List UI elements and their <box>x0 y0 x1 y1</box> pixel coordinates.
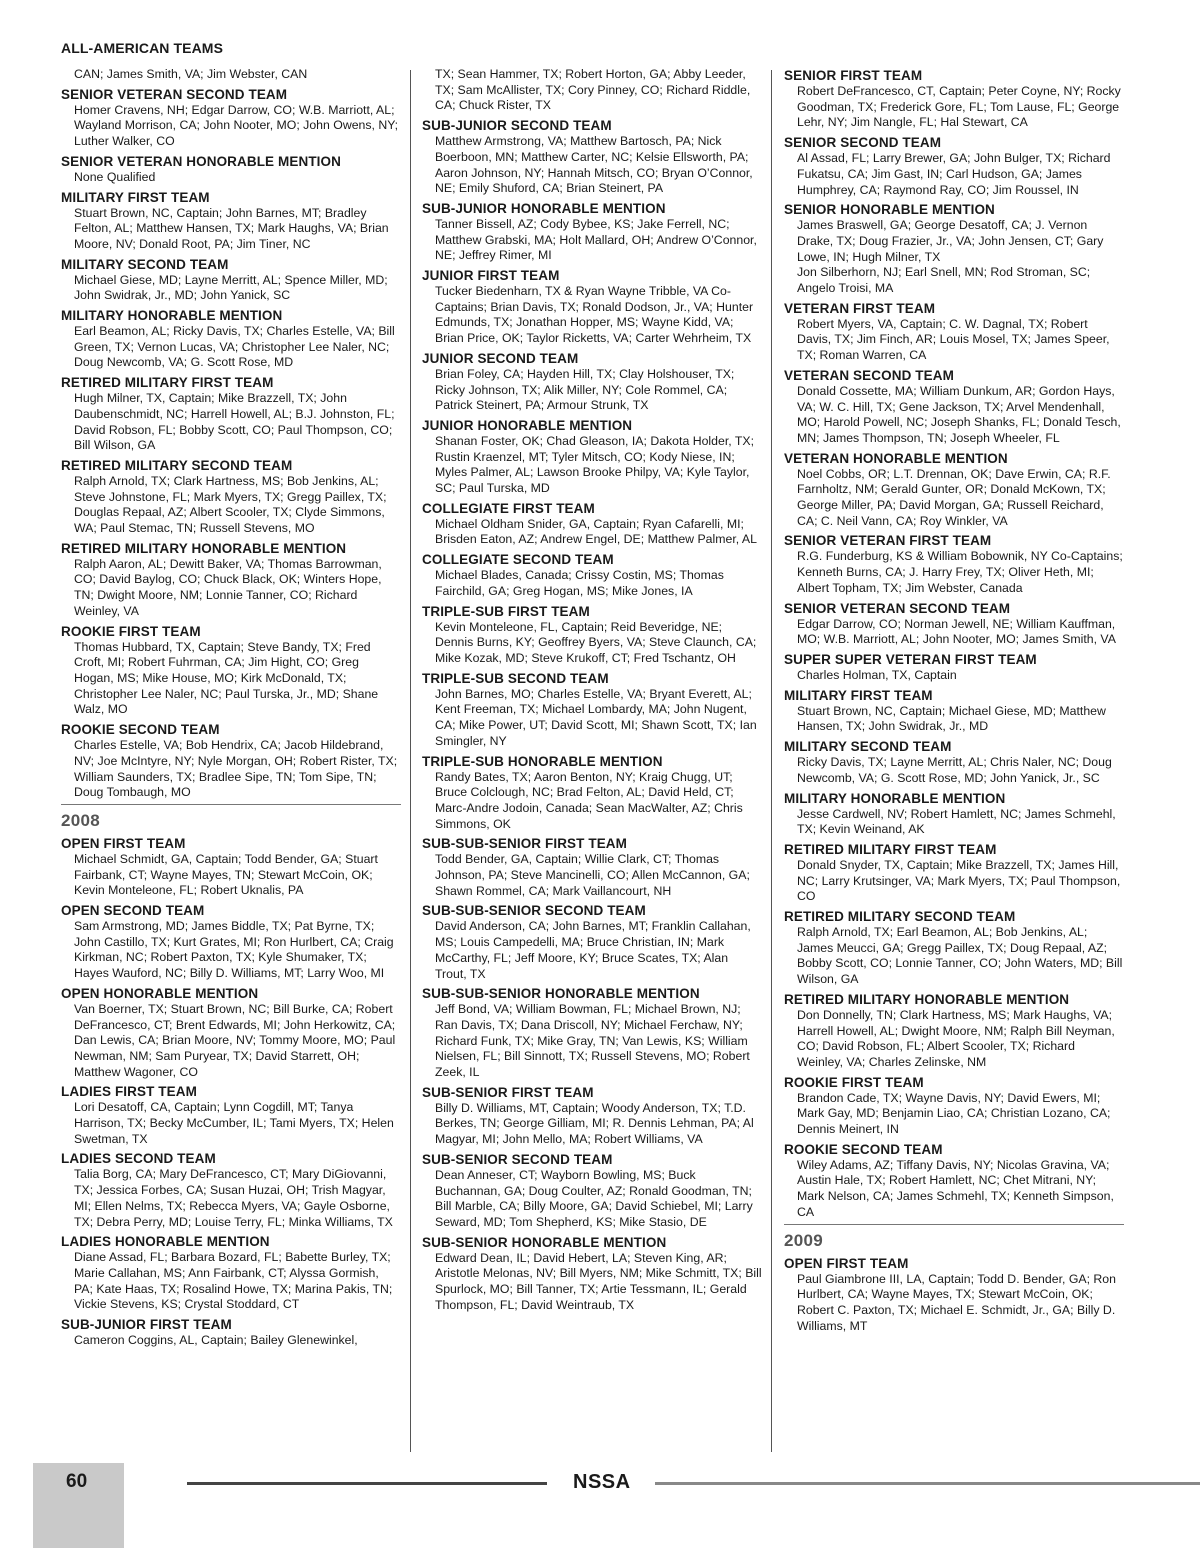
team-members: Shanan Foster, OK; Chad Gleason, IA; Dakota Holder, TX; Rustin Kraenzel, MT; Tyler Mitsch, CO; Kody Niese, IN; Myles Palmer, AL; Lawson Brooke Philpy, VA; Kyle Taylor, SC; Paul Turska, MD <box>435 433 754 496</box>
team-members: Diane Assad, FL; Barbara Bozard, FL; Babette Burley, TX; Marie Callahan, MS; Ann Fairbank, CT; Alyssa Gormish, PA; Kate Haas, TX; Rosalind Howe, TX; Marina Pakis, TN; Vickie Stevens, KS; Crystal Stoddard, CT <box>74 1250 393 1312</box>
team-heading: MILITARY HONORABLE MENTION <box>61 308 283 324</box>
team-members: Edgar Darrow, CO; Norman Jewell, NE; William Kauffman, MO; W.B. Marriott, AL; John Nooter, MO; James Smith, VA <box>797 616 1116 647</box>
team-heading: ROOKIE SECOND TEAM <box>784 1141 943 1157</box>
team-members: None Qualified <box>74 169 156 184</box>
team-heading: TRIPLE-SUB FIRST TEAM <box>422 603 590 619</box>
team-members: Tanner Bissell, AZ; Cody Bybee, KS; Jake Ferrell, NC; Matthew Grabski, MA; Holt Mallard, OH; Andrew O’Connor, NE; Jeffrey Rimer, MI <box>435 216 757 263</box>
page-number: 60 <box>66 1471 88 1492</box>
team-heading: JUNIOR HONORABLE MENTION <box>422 417 633 433</box>
team-heading: SENIOR VETERAN HONORABLE MENTION <box>61 153 341 169</box>
team-section <box>784 1255 1124 1335</box>
year-heading: 2009 <box>784 1230 824 1250</box>
team-members: Kevin Monteleone, FL, Captain; Reid Beveridge, NE; Dennis Burns, KY; Geoffrey Byers, VA; Steve Claunch, CA; Mike Kozak, MD; Steve Krukoff, CT; Fred Tschantz, OH <box>435 619 757 665</box>
team-heading: SUB-SUB-SENIOR SECOND TEAM <box>422 903 646 919</box>
team-section <box>61 307 401 371</box>
team-section <box>784 991 1124 1071</box>
team-section <box>61 721 401 801</box>
team-members: Stuart Brown, NC, Captain; John Barnes, MT; Bradley Felton, AL; Matthew Hansen, TX; Mark Haughs, VA; Brian Moore, NV; Donald Root, PA; Jim Tiner, NC <box>74 205 389 251</box>
team-heading: LADIES HONORABLE MENTION <box>61 1234 270 1250</box>
column-3 <box>784 67 1124 1337</box>
team-members: Ricky Davis, TX; Layne Merritt, AL; Chris Naler, NC; Doug Newcomb, VA; G. Scott Rose, MD; John Yanick, Jr., SC <box>797 755 1112 785</box>
team-members: Charles Holman, TX, Captain <box>797 667 957 682</box>
team-section <box>61 985 401 1081</box>
team-section <box>61 902 401 982</box>
team-heading: SUB-SUB-SENIOR FIRST TEAM <box>422 836 627 852</box>
footer-rule <box>187 1482 547 1485</box>
footer-brand: NSSA <box>573 1471 631 1493</box>
team-section <box>784 738 1124 786</box>
team-heading: MILITARY HONORABLE MENTION <box>784 790 1006 806</box>
team-section <box>61 1316 401 1349</box>
team-members: Thomas Hubbard, TX, Captain; Steve Bandy, TX; Fred Croft, MI; Robert Fuhrman, CA; Jim Hight, CO; Greg Hogan, MS; Mike House, MO; Kirk McDonald, TX; Christopher Lee Naler, NC; Paul Turska, Jr., MD; Shane Walz, MO <box>74 639 379 717</box>
team-section <box>422 1084 762 1148</box>
team-heading: RETIRED MILITARY SECOND TEAM <box>784 909 1016 925</box>
team-members: Van Boerner, TX; Stuart Brown, NC; Bill Burke, CA; Robert DeFrancesco, CT; Brent Edwards, MI; John Herkowitz, CA; Dan Lewis, CA; Brian Moore, NV; Tommy Moore, MO; Paul Newman, NM; Sam Puryear, TX; David Starrett, OH; Matthew Wagoner, CO <box>74 1001 396 1079</box>
team-section <box>422 753 762 833</box>
team-section <box>422 670 762 750</box>
team-members: Wiley Adams, AZ; Tiffany Davis, NY; Nicolas Gravina, VA; Austin Hale, TX; Robert Hamlett, NC; Chet Mitrani, NY; Mark Nelson, CA; James Schmehl, TX; Kenneth Simpson, CA <box>797 1157 1114 1219</box>
team-section <box>784 651 1124 684</box>
team-members: Billy D. Williams, MT, Captain; Woody Anderson, TX; T.D. Berkes, TN; George Gilliam, MI; R. Dennis Lehman, PA; Al Magyar, MI; John Mello, MA; Robert Williams, VA <box>435 1100 754 1147</box>
footer-rule <box>655 1482 1200 1485</box>
team-heading: JUNIOR SECOND TEAM <box>422 350 579 366</box>
team-section <box>422 267 762 347</box>
team-heading: RETIRED MILITARY SECOND TEAM <box>61 457 293 473</box>
team-members: Earl Beamon, AL; Ricky Davis, TX; Charles Estelle, VA; Bill Green, TX; Vernon Lucas, VA; Christopher Lee Naler, NC; Doug Newcomb, VA; G. Scott Rose, MD <box>74 324 395 370</box>
team-section <box>422 1234 762 1314</box>
page-header: ALL-AMERICAN TEAMS <box>61 40 224 56</box>
team-members: Tucker Biedenharn, TX & Ryan Wayne Tribble, VA Co-Captains; Brian Davis, TX; Ronald Dodson, Jr., VA; Hunter Edmunds, TX; Jonathan Hopper, MS; Wayne Kidd, VA; Brian Price, OK; Taylor Ricketts, VA; Carter Wehrheim, TX <box>435 284 754 346</box>
team-heading: TRIPLE-SUB HONORABLE MENTION <box>422 753 663 769</box>
team-section <box>422 500 762 548</box>
team-heading: COLLEGIATE FIRST TEAM <box>422 500 595 516</box>
team-members: Robert DeFrancesco, CT, Captain; Peter Coyne, NY; Rocky Goodman, TX; Frederick Gore, FL; Tom Lause, FL; George Lehr, NY; Jim Nangle, FL; Hal Stewart, CA <box>797 84 1121 130</box>
team-heading: MILITARY FIRST TEAM <box>784 687 933 703</box>
team-members: Michael Oldham Snider, GA, Captain; Ryan Cafarelli, MI; Brisden Eaton, AZ; Andrew Engel, DE; Matthew Palmer, AL <box>435 516 757 547</box>
team-section <box>422 985 762 1081</box>
team-members: Ralph Arnold, TX; Earl Beamon, AL; Bob Jenkins, AL; James Meucci, GA; Gregg Paillex, TX; Doug Repaal, AZ; Bobby Scott, CO; Lonnie Tanner, CO; John Waters, MD; Bill Wilson, GA <box>797 925 1123 987</box>
team-heading: OPEN FIRST TEAM <box>784 1255 909 1271</box>
team-section <box>61 1150 401 1230</box>
team-heading: ROOKIE FIRST TEAM <box>61 623 201 639</box>
team-heading: SENIOR FIRST TEAM <box>784 68 923 83</box>
team-members: Dean Anneser, CT; Wayborn Bowling, MS; Buck Buchannan, GA; Doug Coulter, AZ; Ronald Goodman, TN; Bill Marble, CA; Billy Moore, GA; David Schiebel, MI; Larry Seward, MD; Tom Shepherd, KS; Mike Stasio, DE <box>435 1167 753 1229</box>
team-heading: LADIES FIRST TEAM <box>61 1084 197 1100</box>
team-heading: VETERAN FIRST TEAM <box>784 300 936 316</box>
team-members: Talia Borg, CA; Mary DeFrancesco, CT; Mary DiGiovanni, TX; Jessica Forbes, CA; Susan Huzai, OH; Trish Magyar, MI; Ellen Nelms, TX; Rebecca Myers, VA; Gayle Osborne, TX; Debra Perry, MD; Louise Terry, FL; Minka Williams, TX <box>74 1167 393 1229</box>
team-section <box>61 457 401 537</box>
team-heading: SENIOR VETERAN SECOND TEAM <box>61 86 288 102</box>
team-members: Stuart Brown, NC, Captain; Michael Giese, MD; Matthew Hansen, TX; John Swidrak, Jr., MD <box>797 703 1106 734</box>
team-heading: SUB-JUNIOR HONORABLE MENTION <box>422 200 666 216</box>
team-members: Don Donnelly, TN; Clark Hartness, MS; Mark Haughs, VA; Harrell Howell, AL; Dwight Moore, NM; Ralph Bill Neyman, CO; David Robson, FL; Albert Scooler, TX; Richard Weinley, VA; Charles Zelinske, NM <box>797 1007 1115 1069</box>
team-heading: RETIRED MILITARY HONORABLE MENTION <box>784 991 1070 1007</box>
team-heading: VETERAN HONORABLE MENTION <box>784 450 1008 466</box>
team-heading: SUB-JUNIOR SECOND TEAM <box>422 118 612 134</box>
team-heading: MILITARY SECOND TEAM <box>61 256 229 272</box>
team-section <box>61 153 401 186</box>
team-heading: SENIOR HONORABLE MENTION <box>784 202 995 218</box>
team-section <box>61 86 401 150</box>
team-members: Ralph Aaron, AL; Dewitt Baker, VA; Thomas Barrowman, CO; David Baylog, CO; Chuck Black, OK; Winters Hope, TN; Dwight Moore, NM; Lonnie Tanner, CO; Richard Weinley, VA <box>74 556 382 618</box>
team-heading: SUB-SUB-SENIOR HONORABLE MENTION <box>422 986 700 1002</box>
team-section <box>784 687 1124 735</box>
team-members: Randy Bates, TX; Aaron Benton, NY; Kraig Chugg, UT; Bruce Colclough, NC; Brad Felton, AL; David Held, CT; Marc-Andre Jodoin, Canada; Sean MacWalter, AZ; Chris Simmons, OK <box>435 769 743 831</box>
team-members: Ralph Arnold, TX; Clark Hartness, MS; Bob Jenkins, AL; Steve Johnstone, FL; Mark Myers, TX; Gregg Paillex, TX; Douglas Repaal, AZ; Albert Scooler, TX; Clyde Simmons, WA; Paul Stemac, TN; Russell Stevens, MO <box>74 473 387 536</box>
team-members: Jeff Bond, VA; William Bowman, FL; Michael Brown, NJ; Ran Davis, TX; Dana Driscoll, NY; Michael Ferchaw, NY; Richard Funk, TX; Mike Gray, TN; Van Lewis, KS; William Nielsen, FL; Bill Sinnott, TX; Russell Stevens, MO; Robert Zeek, IL <box>435 1002 750 1080</box>
team-members: Michael Giese, MD; Layne Merritt, AL; Spence Miller, MD; John Swidrak, Jr., MD; John Yanick, SC <box>74 272 388 303</box>
team-section <box>61 1083 401 1147</box>
team-section <box>784 1074 1124 1138</box>
team-heading: SUB-SENIOR HONORABLE MENTION <box>422 1234 667 1250</box>
team-members: John Barnes, MO; Charles Estelle, VA; Bryant Everett, AL; Kent Freeman, TX; Michael Lombardy, MA; John Nugent, CA; Mike Power, UT; David Scott, MI; Shawn Scott, TX; Ian Smingler, NY <box>435 686 757 748</box>
team-heading: JUNIOR FIRST TEAM <box>422 268 560 284</box>
team-heading: ROOKIE FIRST TEAM <box>784 1074 924 1090</box>
team-members: Paul Giambrone III, LA, Captain; Todd D. Bender, GA; Ron Hurlbert, CA; Wayne Mayes, TX; Stewart McCoin, OK; Robert C. Paxton, TX; Michael E. Schmidt, Jr., GA; Billy D. Williams, MT <box>797 1271 1116 1333</box>
team-members: Brandon Cade, TX; Wayne Davis, NY; David Ewers, MI; Mark Gay, MD; Benjamin Liao, CA; Christian Lozano, CA; Dennis Meinert, IN <box>797 1090 1111 1137</box>
team-heading: SUB-SENIOR SECOND TEAM <box>422 1151 613 1167</box>
team-members: Michael Schmidt, GA, Captain; Todd Bender, GA; Stuart Fairbank, CT; Wayne Mayes, TN; Stewart McCoin, OK; Kevin Monteleone, FL; Robert Uknalis, PA <box>74 851 378 898</box>
team-section <box>61 1233 401 1313</box>
team-members: Charles Estelle, VA; Bob Hendrix, CA; Jacob Hildebrand, NV; Joe McIntyre, NY; Nyle Morgan, OH; Robert Rister, TX; William Saunders, TX; Bradlee Sipe, TN; Tom Sipe, TN; Doug Tombaugh, MO <box>74 738 398 800</box>
team-section <box>784 67 1124 131</box>
team-heading: SENIOR VETERAN SECOND TEAM <box>784 600 1011 616</box>
continued-text: CAN; James Smith, VA; Jim Webster, CAN <box>74 67 308 81</box>
team-heading: SENIOR VETERAN FIRST TEAM <box>784 533 992 549</box>
team-members: Donald Snyder, TX, Captain; Mike Brazzell, TX; James Hill, NC; Larry Krutsinger, VA; Mark Myers, TX; Paul Thompson, CO <box>797 857 1121 904</box>
team-section <box>422 117 762 197</box>
team-heading: LADIES SECOND TEAM <box>61 1151 216 1167</box>
team-heading: SUB-JUNIOR FIRST TEAM <box>61 1317 232 1333</box>
team-members: Lori Desatoff, CA, Captain; Lynn Cogdill, MT; Tanya Harrison, TX; Becky McCumber, IL; Tami Myers, TX; Helen Swetman, TX <box>74 1100 394 1146</box>
team-heading: TRIPLE-SUB SECOND TEAM <box>422 670 609 686</box>
team-members: Todd Bender, GA, Captain; Willie Clark, CT; Thomas Johnson, PA; Steve Mancinelli, CO; Allen McCannon, GA; Shawn Rommel, CA; Mark Vaillancourt, NH <box>435 852 750 898</box>
team-section <box>784 300 1124 364</box>
team-heading: SUB-SENIOR FIRST TEAM <box>422 1084 594 1100</box>
team-heading: VETERAN SECOND TEAM <box>784 367 954 383</box>
team-section <box>61 189 401 253</box>
column-1 <box>61 67 401 1352</box>
team-section <box>422 1151 762 1231</box>
team-members: Homer Cravens, NH; Edgar Darrow, CO; W.B. Marriott, AL; Wayland Morrison, CA; John Nooter, MO; John Owens, NY; Luther Walker, CO <box>74 102 399 149</box>
team-members: Al Assad, FL; Larry Brewer, GA; John Bulger, TX; Richard Fukatsu, CA; Jim Gast, IN; Carl Hudson, GA; James Humphrey, CA; Raymond Ray, CO; Jim Roussel, IN <box>797 151 1111 197</box>
team-members: Hugh Milner, TX, Captain; Mike Brazzell, TX; John Daubenschmidt, NC; Harrell Howell, AL; B.J. Johnston, FL; David Robson, FL; Bobby Scott, CO; Paul Thompson, CO; Bill Wilson, GA <box>74 391 395 453</box>
team-section <box>61 256 401 304</box>
team-section <box>784 790 1124 838</box>
team-heading: SENIOR SECOND TEAM <box>784 135 942 151</box>
team-section <box>784 134 1124 198</box>
column-divider <box>410 70 411 1452</box>
team-heading: MILITARY FIRST TEAM <box>61 189 210 205</box>
team-section <box>784 367 1124 447</box>
team-heading: RETIRED MILITARY FIRST TEAM <box>784 841 997 857</box>
column-2 <box>422 67 762 1316</box>
team-section <box>61 623 401 719</box>
team-section <box>784 450 1124 530</box>
team-members: Matthew Armstrong, VA; Matthew Bartosch, PA; Nick Boerboon, MN; Matthew Carter, NC; Kelsie Ellsworth, PA; Aaron Johnson, NY; Hannah Mitsch, CO; Bryan O’Connor, NE; Emily Shuford, CA; Brian Steinert, PA <box>435 134 753 196</box>
team-members: Brian Foley, CA; Hayden Hill, TX; Clay Holshouser, TX; Ricky Johnson, TX; Alik Miller, NY; Cole Rommel, CA; Patrick Steinert, PA; Armour Strunk, TX <box>435 366 735 413</box>
team-heading: OPEN HONORABLE MENTION <box>61 985 259 1001</box>
team-section <box>784 841 1124 905</box>
team-members: David Anderson, CA; John Barnes, MT; Franklin Callahan, MS; Louis Campedelli, MA; Bruce Christian, IN; Mark McCarthy, FL; Jeff Moore, KY; Bruce Scates, TX; Alan Trout, TX <box>435 919 751 981</box>
year-heading: 2008 <box>61 810 101 830</box>
team-members: Noel Cobbs, OR; L.T. Drennan, OK; Dave Erwin, CA; R.F. Farnholtz, NM; Gerald Gunter, OR; Donald McKown, TX; George Miller, PA; David Morgan, GA; Russell Reichard, CA; C. Neil Vann, CA; Roy Winkler, VA <box>797 466 1111 528</box>
team-members: Robert Myers, VA, Captain; C. W. Dagnal, TX; Robert Davis, TX; Jim Finch, AR; Louis Mosel, TX; James Speer, TX; Roman Warren, CA <box>797 316 1110 363</box>
team-section <box>422 835 762 899</box>
year-section <box>784 1224 1124 1251</box>
team-section <box>784 908 1124 988</box>
team-section <box>422 603 762 667</box>
year-section <box>61 804 401 831</box>
team-section <box>784 201 1124 297</box>
team-heading: RETIRED MILITARY HONORABLE MENTION <box>61 540 347 556</box>
team-heading: SUPER SUPER VETERAN FIRST TEAM <box>784 651 1037 667</box>
team-members: Michael Blades, Canada; Crissy Costin, MS; Thomas Fairchild, GA; Greg Hogan, MS; Mike Jones, IA <box>435 568 724 598</box>
team-section <box>422 417 762 497</box>
team-heading: COLLEGIATE SECOND TEAM <box>422 552 614 568</box>
team-section <box>422 350 762 414</box>
team-section <box>422 200 762 264</box>
team-members: Cameron Coggins, AL, Captain; Bailey Glenewinkel, <box>74 1333 358 1348</box>
team-section <box>422 902 762 982</box>
team-heading: OPEN FIRST TEAM <box>61 835 186 851</box>
team-heading: MILITARY SECOND TEAM <box>784 739 952 755</box>
team-section <box>61 374 401 454</box>
column-divider <box>771 70 772 1452</box>
team-heading: ROOKIE SECOND TEAM <box>61 722 220 738</box>
team-members: Edward Dean, IL; David Hebert, LA; Steven King, AR; Aristotle Melonas, NV; Bill Myers, NM; Mike Schmitt, TX; Bill Spurlock, MO; Bill Tanner, TX; Artie Tessmann, IL; Gerald Thompson, FL; David Weintraub, TX <box>435 1250 762 1312</box>
team-members: R.G. Funderburg, KS & William Bobownik, NY Co-Captains; Kenneth Burns, CA; J. Harry Frey, TX; Oliver Heth, MI; Albert Topham, TX; Jim Webster, Canada <box>797 549 1123 595</box>
team-members: Jon Silberhorn, NJ; Earl Snell, MN; Rod Stroman, SC; Angelo Troisi, MA <box>797 265 1091 296</box>
team-section <box>422 551 762 599</box>
team-members: James Braswell, GA; George Desatoff, CA; J. Vernon Drake, TX; Doug Frazier, Jr., VA; John Jensen, CT; Gary Lowe, IN; Hugh Milner, TX <box>797 218 1104 264</box>
team-section <box>784 1141 1124 1221</box>
team-section <box>61 540 401 620</box>
team-section <box>61 835 401 899</box>
team-section <box>784 532 1124 596</box>
team-members: Donald Cossette, MA; William Dunkum, AR; Gordon Hays, VA; W. C. Hill, TX; Gene Jackson, TX; Arvel Mendenhall, MO; Harold Powell, NC; Joseph Shanks, FL; Donald Tesch, MN; James Thompson, TN; Joseph Wheeler, FL <box>797 383 1121 445</box>
team-members: Sam Armstrong, MD; James Biddle, TX; Pat Byrne, TX; John Castillo, TX; Kurt Grates, MI; Ron Hurlbert, CA; Craig Kirkman, NC; Robert Paxton, TX; Kyle Shumaker, TX; Hayes Wauford, NC; Billy D. Williams, MT; Larry Woo, MI <box>74 919 394 981</box>
continued-text: TX; Sean Hammer, TX; Robert Horton, GA; Abby Leeder, TX; Sam McAllister, TX; Cory Pinney, CO; Richard Riddle, CA; Chuck Rister, TX <box>435 67 751 113</box>
team-heading: RETIRED MILITARY FIRST TEAM <box>61 375 274 391</box>
team-heading: OPEN SECOND TEAM <box>61 903 205 919</box>
team-members: Jesse Cardwell, NV; Robert Hamlett, NC; James Schmehl, TX; Kevin Weinand, AK <box>797 806 1116 837</box>
team-section <box>784 600 1124 648</box>
